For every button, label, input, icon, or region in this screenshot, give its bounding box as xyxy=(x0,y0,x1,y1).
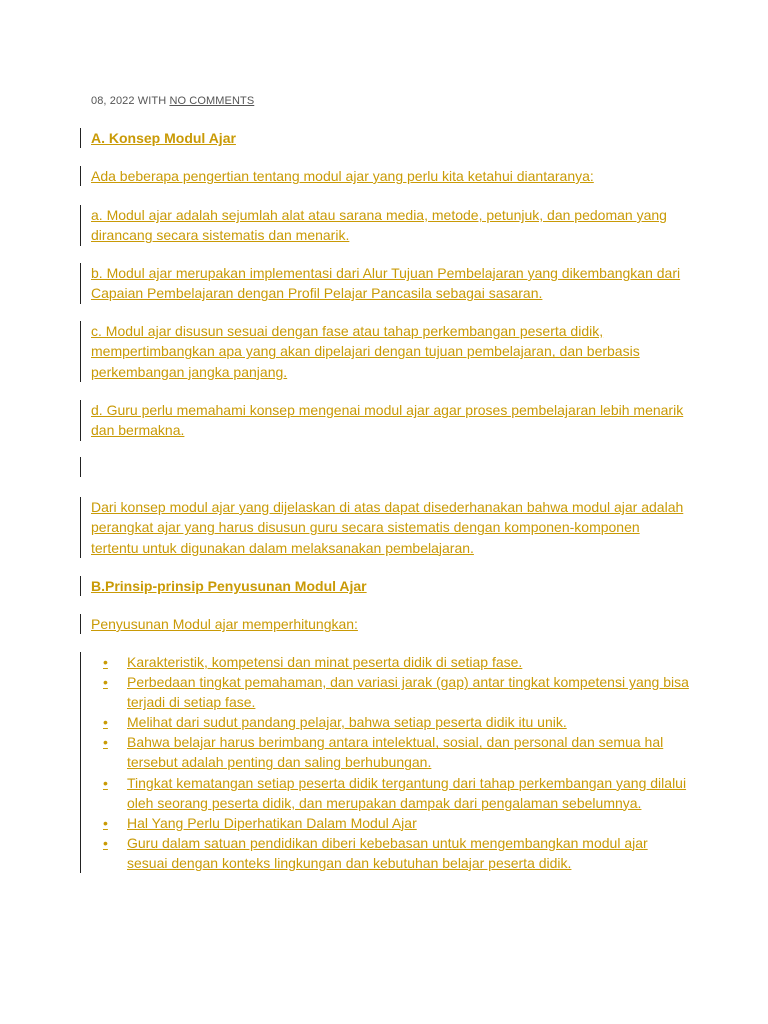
list-item: • Karakteristik, kompetensi dan minat peserta didik di setiap fase. xyxy=(103,654,523,670)
list-item: • Tingkat kematangan setiap peserta didik tergantung dari tahap perkembangan yang dilalui oleh seorang peserta didik, dan merupakan dampak dari pengalaman sebelumnya. xyxy=(103,774,687,811)
post-meta xyxy=(91,95,254,107)
section-a-intro: Ada beberapa pengertian tentang modul ajar yang perlu kita ketahui diantaranya: xyxy=(80,166,691,186)
section-a-heading: A. Konsep Modul Ajar xyxy=(80,128,691,148)
section-a-conclusion: Dari konsep modul ajar yang dijelaskan di atas dapat disederhanakan bahwa modul ajar adalah perangkat ajar yang harus disusun guru secara sistematis dengan komponen-komponen tertentu untuk digunakan dalam melaksanakan pembelajaran. xyxy=(80,497,691,558)
empty-paragraph xyxy=(80,457,691,477)
principles-list-container xyxy=(80,652,691,873)
section-b-heading: B.Prinsip-prinsip Penyusunan Modul Ajar xyxy=(80,576,691,596)
list-item: • Perbedaan tingkat pemahaman, dan variasi jarak (gap) antar tingkat kompetensi yang bisa terjadi di setiap fase. xyxy=(103,674,689,711)
list-item: • Hal Yang Perlu Diperhatikan Dalam Modul Ajar xyxy=(103,814,417,831)
principles-list xyxy=(81,652,691,873)
list-item: • Melihat dari sudut pandang pelajar, bahwa setiap peserta didik itu unik. xyxy=(103,714,567,731)
list-item: • Guru dalam satuan pendidikan diberi kebebasan untuk mengembangkan modul ajar sesuai dengan konteks lingkungan dan kebutuhan belajar peserta didik. xyxy=(103,834,648,871)
definition-c: c. Modul ajar disusun sesuai dengan fase atau tahap perkembangan peserta didik, mempertimbangkan apa yang akan dipelajari dengan tujuan pembelajaran, dan berbasis perkembangan jangka panjang. xyxy=(80,321,691,382)
post-date: 08, 2022 WITH xyxy=(91,95,170,107)
definition-d: d. Guru perlu memahami konsep mengenai modul ajar agar proses pembelajaran lebih menarik dan bermakna. xyxy=(80,400,691,441)
list-item: • Bahwa belajar harus berimbang antara intelektual, sosial, dan personal dan semua hal tersebut adalah penting dan saling berhubungan. xyxy=(103,734,664,771)
comments-link[interactable]: NO COMMENTS xyxy=(169,95,255,107)
definition-a: a. Modul ajar adalah sejumlah alat atau sarana media, metode, petunjuk, dan pedoman yang dirancang secara sistematis dan menarik. xyxy=(80,205,691,246)
section-b-intro: Penyusunan Modul ajar memperhitungkan: xyxy=(80,614,691,634)
definition-b: b. Modul ajar merupakan implementasi dari Alur Tujuan Pembelajaran yang dikembangkan dari Capaian Pembelajaran dengan Profil Pelajar Pancasila sebagai sasaran. xyxy=(80,263,691,304)
